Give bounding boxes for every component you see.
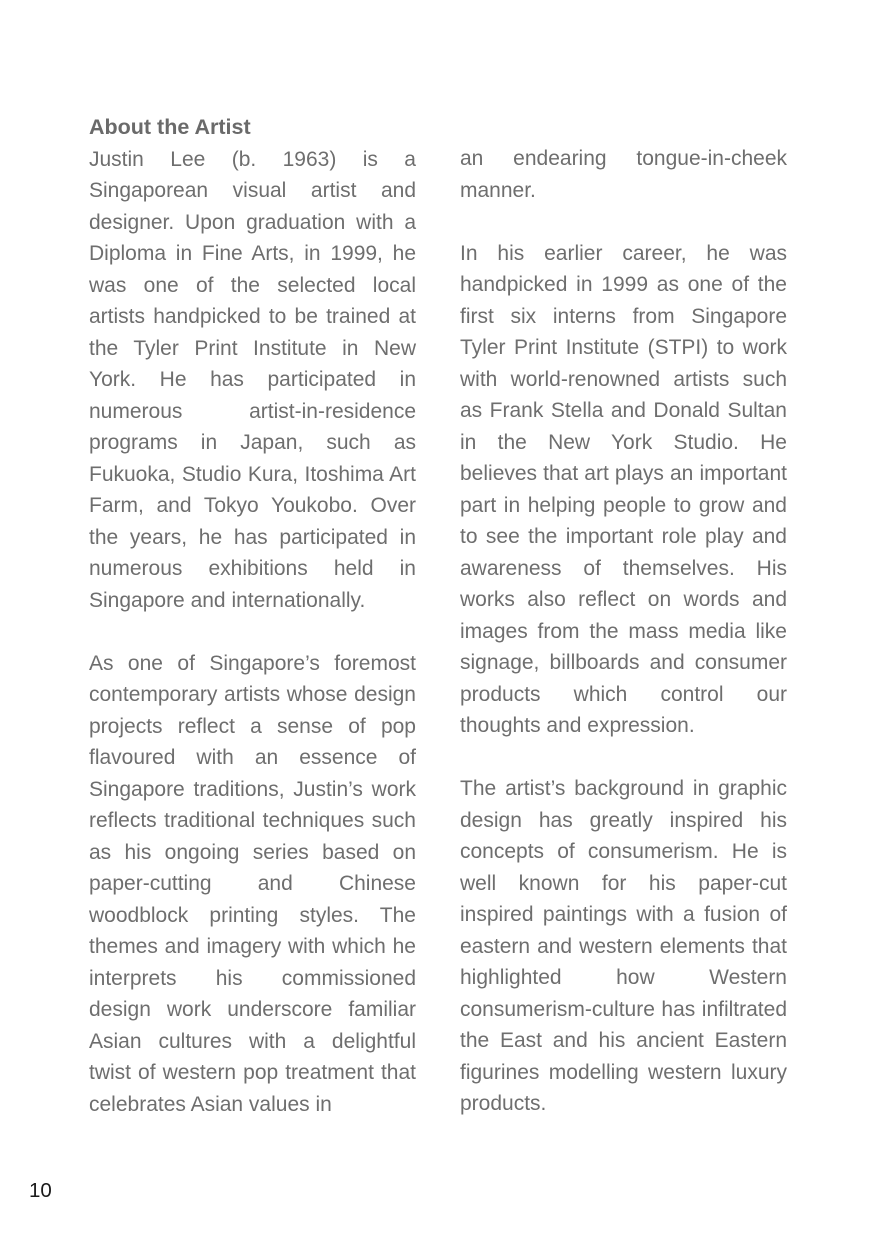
- paragraph-early-career: In his earlier career, he was handpicked in 1999 as one of the first six interns from Singapore Tyler Print Institute (STPI) to work with world-renowned artists such as Frank Stella and Donald Sultan in the New York Studio. He believes that art plays an important part in helping people to grow and to see the important role play and awareness of themselves. His works also reflect on words and images from the mass media like signage, billboards and consumer products which control our thoughts and expression.: [460, 241, 787, 737]
- page-number: 10: [29, 1179, 52, 1202]
- paragraph-style-continued: an endearing tongue-in-cheek manner.: [460, 147, 787, 202]
- paragraph-graphic-design-background: The artist’s background in graphic design has greatly inspired his concepts of consumerism. He is well known for his paper-cut inspired paintings with a fusion of eastern and western elements that highlighted how Western consumerism-culture has infiltrated the East and his ancient Eastern figurines modelling western luxury products.: [460, 777, 787, 1115]
- paragraph-artist-bio: Justin Lee (b. 1963) is a Singaporean visual artist and designer. Upon graduation with a Diploma in Fine Arts, in 1999, he was one of the selected local artists handpicked to be trained at the Tyler Print Institute in New York. He has participated in numerous artist-in-residence programs in Japan, such as Fukuoka, Studio Kura, Itoshima Art Farm, and Tokyo Youkobo. Over the years, he has participated in numerous exhibitions held in Singapore and internationally.: [89, 147, 416, 612]
- right-text-column: [460, 143, 787, 1120]
- article-heading: About the Artist: [89, 115, 251, 139]
- paragraph-artist-style: As one of Singapore’s foremost contemporary artists whose design projects reflect a sense of pop flavoured with an essence of Singapore traditions, Justin’s work reflects traditional techniques such as his ongoing series based on paper-cutting and Chinese woodblock printing styles. The themes and imagery with which he interprets his commissioned design work underscore familiar Asian cultures with a delightful twist of western pop treatment that celebrates Asian values in: [89, 651, 416, 1116]
- left-text-column: [89, 112, 416, 1120]
